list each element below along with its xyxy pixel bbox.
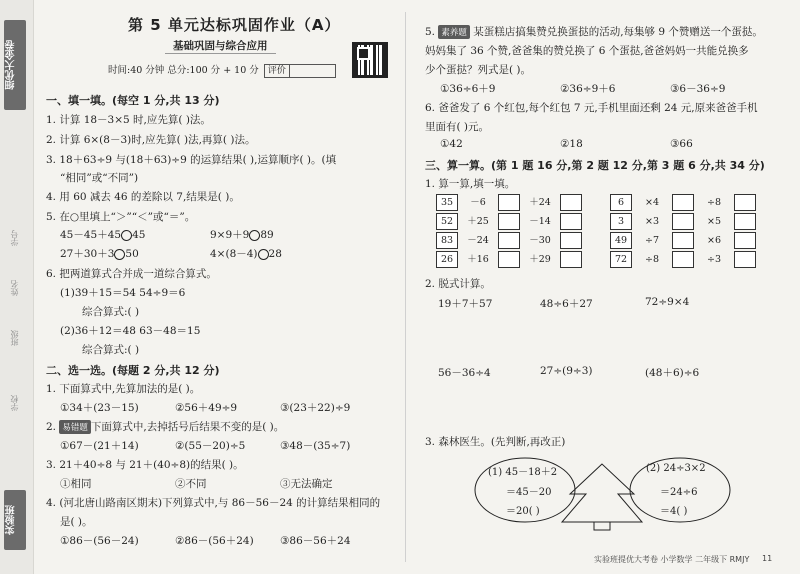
compare-circle[interactable]	[258, 249, 269, 260]
machine-answer-box[interactable]	[560, 213, 582, 230]
machine-op-2: ＋29	[529, 254, 551, 265]
doctor-2-line3[interactable]: ＝4( )	[660, 506, 688, 517]
machine-answer-box[interactable]	[734, 194, 756, 211]
expr-2: 48÷6＋27	[540, 298, 593, 310]
c5-opt2[interactable]: ②36÷9＋6	[560, 83, 616, 95]
c3-opt1[interactable]: ①相同	[60, 478, 92, 490]
c5b: 妈妈集了 36 个赞,爸爸集的赞兑换了 6 个蛋挞,爸爸妈妈一共能兑换多	[425, 45, 749, 57]
c1-opt2[interactable]: ②56＋49÷9	[175, 402, 238, 414]
c5-opt1[interactable]: ①36÷6＋9	[440, 83, 496, 95]
q5-r2a: 27＋30＋3 50	[60, 248, 139, 260]
q2: 2. 计算 6×(8－3)时,应先算( )法,再算( )法。	[46, 134, 256, 146]
machine-op-1: －24	[467, 235, 489, 246]
q6b: (2)36＋12＝48 63－48＝15	[60, 325, 201, 337]
expr-1: 19＋7＋57	[438, 298, 493, 310]
c5: 5. 素养题 某蛋糕店搞集赞兑换蛋挞的活动,每集够 9 个赞赠送一个蛋挞。	[425, 26, 763, 38]
c6-opt3[interactable]: ③66	[670, 138, 693, 150]
time-score: 时间:40 分钟 总分:100 分 + 10 分 评价	[108, 62, 336, 78]
literacy-tag: 素养题	[438, 25, 470, 39]
machine-start-box: 35	[436, 194, 458, 211]
q3: 3. 18＋63÷9 与(18＋63)÷9 的运算结果( ),运算顺序( )。(填	[46, 154, 337, 166]
machine-op-1: －6	[470, 197, 486, 208]
machine-op-2: －14	[529, 216, 551, 227]
doctor-1-line2: ＝45－20	[506, 487, 552, 498]
machine-start-box: 72	[610, 251, 632, 268]
page-title: 第 5 单元达标巩固作业（A）	[128, 16, 341, 34]
c4b: 是( )。	[60, 516, 93, 528]
machine-answer-box[interactable]	[734, 251, 756, 268]
machine-op-2: ×6	[706, 235, 721, 246]
doctor-1-line3[interactable]: ＝20( )	[506, 506, 540, 517]
machine-start-box: 3	[610, 213, 632, 230]
expr-4: 56－36÷4	[438, 367, 491, 379]
machine-op-1: ÷7	[644, 235, 659, 246]
compare-circle[interactable]	[121, 230, 132, 241]
rating-box: 评价	[264, 64, 336, 78]
c2: 2. 易错题 下面算式中,去掉括号后结果不变的是( )。	[46, 421, 285, 433]
expr-5: 27÷(9÷3)	[540, 365, 593, 377]
c2-opt3[interactable]: ③48－(35÷7)	[280, 440, 351, 452]
column-divider	[405, 12, 406, 562]
machine-answer-box[interactable]	[560, 194, 582, 211]
q4: 4. 用 60 减去 46 的差除以 7,结果是( )。	[46, 191, 240, 203]
section-3-heading: 三、算一算。(第 1 题 16 分,第 2 题 12 分,第 3 题 6 分,共 34 分)	[425, 159, 765, 172]
q6b-answer[interactable]: 综合算式:( )	[82, 344, 140, 356]
machine-answer-box[interactable]	[560, 251, 582, 268]
machine-answer-box[interactable]	[498, 194, 520, 211]
doctor-2-line1: (2) 24÷3×2	[646, 463, 706, 474]
q1: 1. 计算 18－3×5 时,应先算( )法。	[46, 114, 211, 126]
qr-code-icon	[352, 42, 388, 78]
c2-opt2[interactable]: ②(55－20)÷5	[175, 440, 246, 452]
machine-op-2: ÷8	[706, 197, 721, 208]
brand-mark-2: 实验班	[4, 490, 26, 550]
machine-op-1: ×4	[644, 197, 659, 208]
doctor-2-line2: ＝24÷6	[660, 487, 698, 498]
compare-circle[interactable]	[114, 249, 125, 260]
machine-answer-box[interactable]	[672, 251, 694, 268]
compare-circle[interactable]	[249, 230, 260, 241]
machine-start-box: 83	[436, 232, 458, 249]
class-label: 班级	[10, 330, 19, 346]
q6: 6. 把两道算式合并成一道综合算式。	[46, 268, 217, 280]
c4-opt2[interactable]: ②86－(56＋24)	[175, 535, 254, 547]
q5: 5. 在○里填上“＞”“＜”或“＝”。	[46, 211, 196, 223]
machine-answer-box[interactable]	[560, 232, 582, 249]
machine-op-1: ÷8	[644, 254, 659, 265]
expr-6: (48＋6)÷6	[645, 367, 700, 379]
page-subtitle: 基础巩固与综合应用	[165, 38, 276, 54]
id-label: 学号	[10, 230, 19, 246]
machine-op-1: ＋16	[467, 254, 489, 265]
machine-answer-box[interactable]	[498, 232, 520, 249]
machine-answer-box[interactable]	[734, 232, 756, 249]
machine-answer-box[interactable]	[734, 213, 756, 230]
c1: 1. 下面算式中,先算加法的是( )。	[46, 383, 201, 395]
machine-op-1: ×3	[644, 216, 659, 227]
section-1-heading: 一、填一填。(每空 1 分,共 13 分)	[46, 94, 220, 107]
c4: 4. (河北唐山路南区期末)下列算式中,与 86－56－24 的计算结果相同的	[46, 497, 381, 509]
expr-3: 72÷9×4	[645, 296, 690, 308]
q3b: “相同”或“不同”)	[60, 172, 139, 184]
tree-trunk	[594, 522, 610, 530]
page-number: 11	[762, 554, 773, 563]
q6a: (1)39＋15＝54 54÷9＝6	[60, 287, 186, 299]
tricky-tag: 易错题	[59, 420, 91, 434]
name-label: 姓名	[10, 280, 19, 296]
section-2-heading: 二、选一选。(每题 2 分,共 12 分)	[46, 364, 220, 377]
machine-op-2: ÷3	[706, 254, 721, 265]
c6: 6. 爸爸发了 6 个红包,每个红包 7 元,手机里面还剩 24 元,原来爸爸手机	[425, 102, 758, 114]
c2-opt1[interactable]: ①67－(21＋14)	[60, 440, 139, 452]
machine-start-box: 6	[610, 194, 632, 211]
c3: 3. 21＋40÷8 与 21＋(40÷8)的结果( )。	[46, 459, 244, 471]
footer: 实验班提优大考卷 小学数学 二年级下 RMJY	[594, 555, 750, 564]
machine-answer-box[interactable]	[498, 251, 520, 268]
c5c: 少个蛋挞？列式是( )。	[425, 64, 532, 76]
machine-answer-box[interactable]	[672, 213, 694, 230]
machine-start-box: 52	[436, 213, 458, 230]
q5-r2b: 4×(8－4) 28	[210, 248, 282, 260]
c4-opt3[interactable]: ③86－56＋24	[280, 535, 351, 547]
machine-op-2: ＋24	[529, 197, 551, 208]
q6a-answer[interactable]: 综合算式:( )	[82, 306, 140, 318]
c3-opt2[interactable]: ②不同	[175, 478, 207, 490]
machine-answer-box[interactable]	[672, 194, 694, 211]
c6-opt1[interactable]: ①42	[440, 138, 463, 150]
c5-opt3[interactable]: ③6－36÷9	[670, 83, 726, 95]
t1: 1. 算一算,填一填。	[425, 178, 516, 190]
c3-opt3[interactable]: ③无法确定	[280, 478, 333, 490]
school-label: 学校	[10, 395, 19, 411]
machine-op-1: ＋25	[467, 216, 489, 227]
doctor-1-line1: (1) 45－18＋2	[488, 467, 558, 478]
t3: 3. 森林医生。(先判断,再改正)	[425, 436, 566, 448]
q5-r1a: 45－45＋45 45	[60, 229, 146, 241]
brand-mark: 细优大金卷	[4, 20, 26, 110]
q5-r1b: 9×9＋9 89	[210, 229, 274, 241]
machine-op-2: ×5	[706, 216, 721, 227]
c1-opt1[interactable]: ①34＋(23－15)	[60, 402, 139, 414]
c6-opt2[interactable]: ②18	[560, 138, 583, 150]
c1-opt3[interactable]: ③(23＋22)÷9	[280, 402, 351, 414]
c4-opt1[interactable]: ①86－(56－24)	[60, 535, 139, 547]
machine-start-box: 49	[610, 232, 632, 249]
t2: 2. 脱式计算。	[425, 278, 491, 290]
c6b: 里面有( )元。	[425, 121, 490, 133]
machine-answer-box[interactable]	[672, 232, 694, 249]
machine-start-box: 26	[436, 251, 458, 268]
machine-op-2: －30	[529, 235, 551, 246]
binding-strip	[0, 0, 34, 574]
machine-answer-box[interactable]	[498, 213, 520, 230]
